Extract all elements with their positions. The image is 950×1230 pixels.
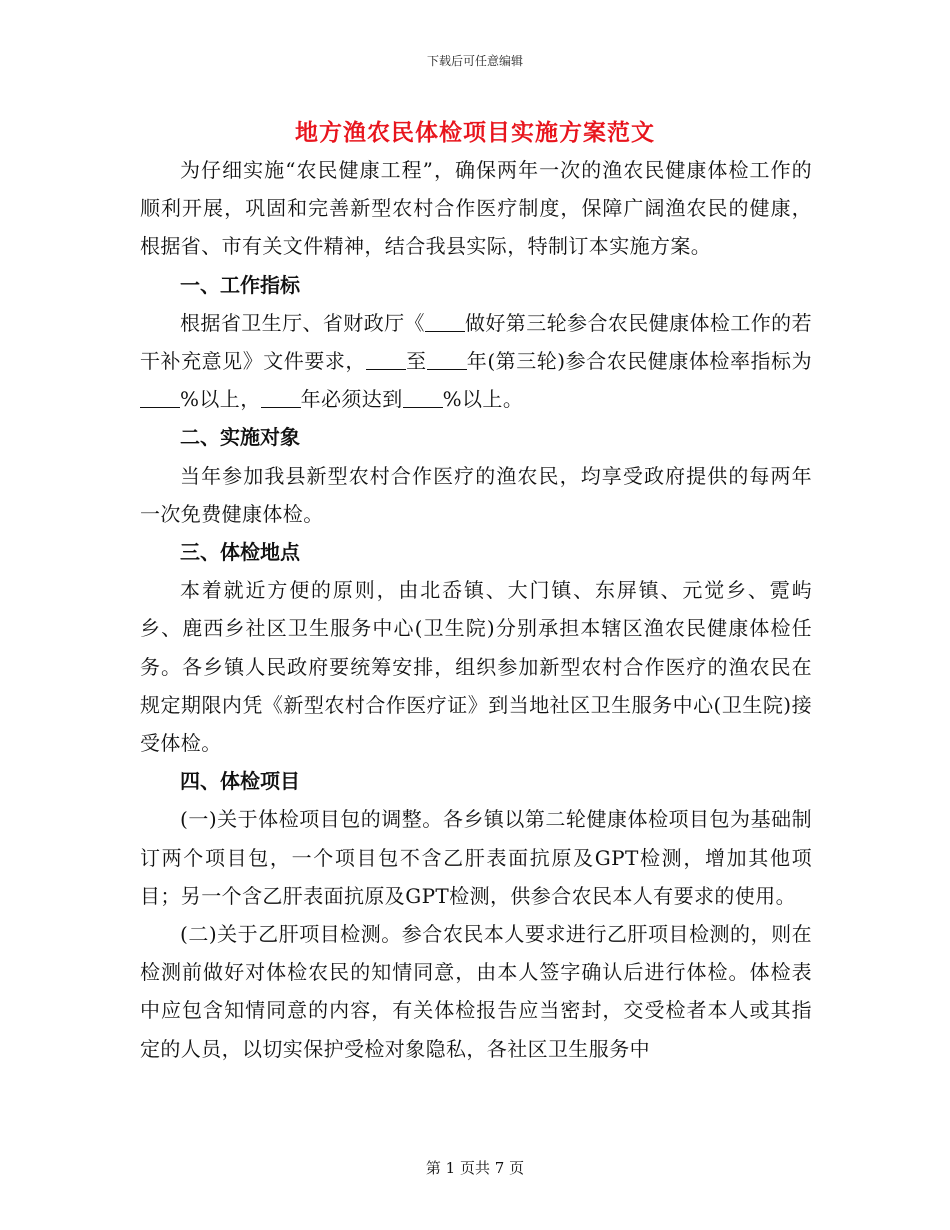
- s1-text-a: 根据省卫生厅、省财政厅《: [180, 310, 425, 335]
- section-4-heading: 四、体检项目: [180, 769, 300, 794]
- page-footer: 第 1 页共 7 页: [425, 1159, 525, 1177]
- page-header: 下载后可任意编辑: [426, 54, 523, 68]
- document-title: 地方渔农民体检项目实施方案范文: [295, 119, 655, 146]
- section-3-paragraph: 本着就近方便的原则，由北岙镇、大门镇、东屏镇、元觉乡、霓屿乡、鹿西乡社区卫生服务中心(卫生院)分别承担本辖区渔农民健康体检任务。各乡镇人民政府要统筹安排，组织参加新型农村合作医疗的渔农民在规定期限内凭《新型农村合作医疗证》到当地社区卫生服务中心(卫生院)接受体检。: [140, 578, 812, 756]
- fill-blank: [261, 389, 301, 408]
- section-4-paragraph-2: (二)关于乙肝项目检测。参合农民本人要求进行乙肝项目检测的，则在检测前做好对体检农民的知情同意，由本人签字确认后进行体检。体检表中应包含知情同意的内容，有关体检报告应当密封，交受检者本人或其指定的人员，以切实保护受检对象隐私，各社区卫生服务中: [140, 922, 812, 1061]
- fill-blank: [140, 389, 180, 408]
- fill-blank: [425, 313, 465, 332]
- section-3-heading: 三、体检地点: [180, 540, 300, 565]
- s1-text-d: 年(第三轮)参合农民健康体检率指标为: [466, 349, 812, 374]
- fill-blank: [403, 389, 443, 408]
- section-2-paragraph: 当年参加我县新型农村合作医疗的渔农民，均享受政府提供的每两年一次免费健康体检。: [140, 463, 812, 526]
- document-body: [140, 151, 812, 1068]
- section-4-paragraph-1: (一)关于体检项目包的调整。各乡镇以第二轮健康体检项目包为基础制订两个项目包，一个项目包不含乙肝表面抗原及GPT检测，增加其他项目；另一个含乙肝表面抗原及GPT检测，供参合农民本人有要求的使用。: [140, 807, 812, 908]
- s1-text-b: 做好第三轮参合农民健康体检工作的若干补充意见》文件要求，: [140, 310, 812, 374]
- section-2-heading: 二、实施对象: [180, 425, 300, 450]
- intro-paragraph: 为仔细实施“农民健康工程”，确保两年一次的渔农民健康体检工作的顺利开展，巩固和完善新型农村合作医疗制度，保障广阔渔农民的健康，根据省、市有关文件精神，结合我县实际，特制订本实施方案。: [140, 158, 812, 259]
- s1-text-c: 至: [405, 349, 427, 374]
- section-1-heading: 一、工作指标: [180, 272, 300, 297]
- fill-blank: [427, 351, 467, 370]
- s1-text-e: %以上，: [180, 387, 261, 412]
- section-1-paragraph: [140, 304, 812, 419]
- s1-text-g: %以上。: [442, 387, 524, 412]
- s1-text-f: 年必须达到: [300, 387, 403, 412]
- fill-blank: [366, 351, 406, 370]
